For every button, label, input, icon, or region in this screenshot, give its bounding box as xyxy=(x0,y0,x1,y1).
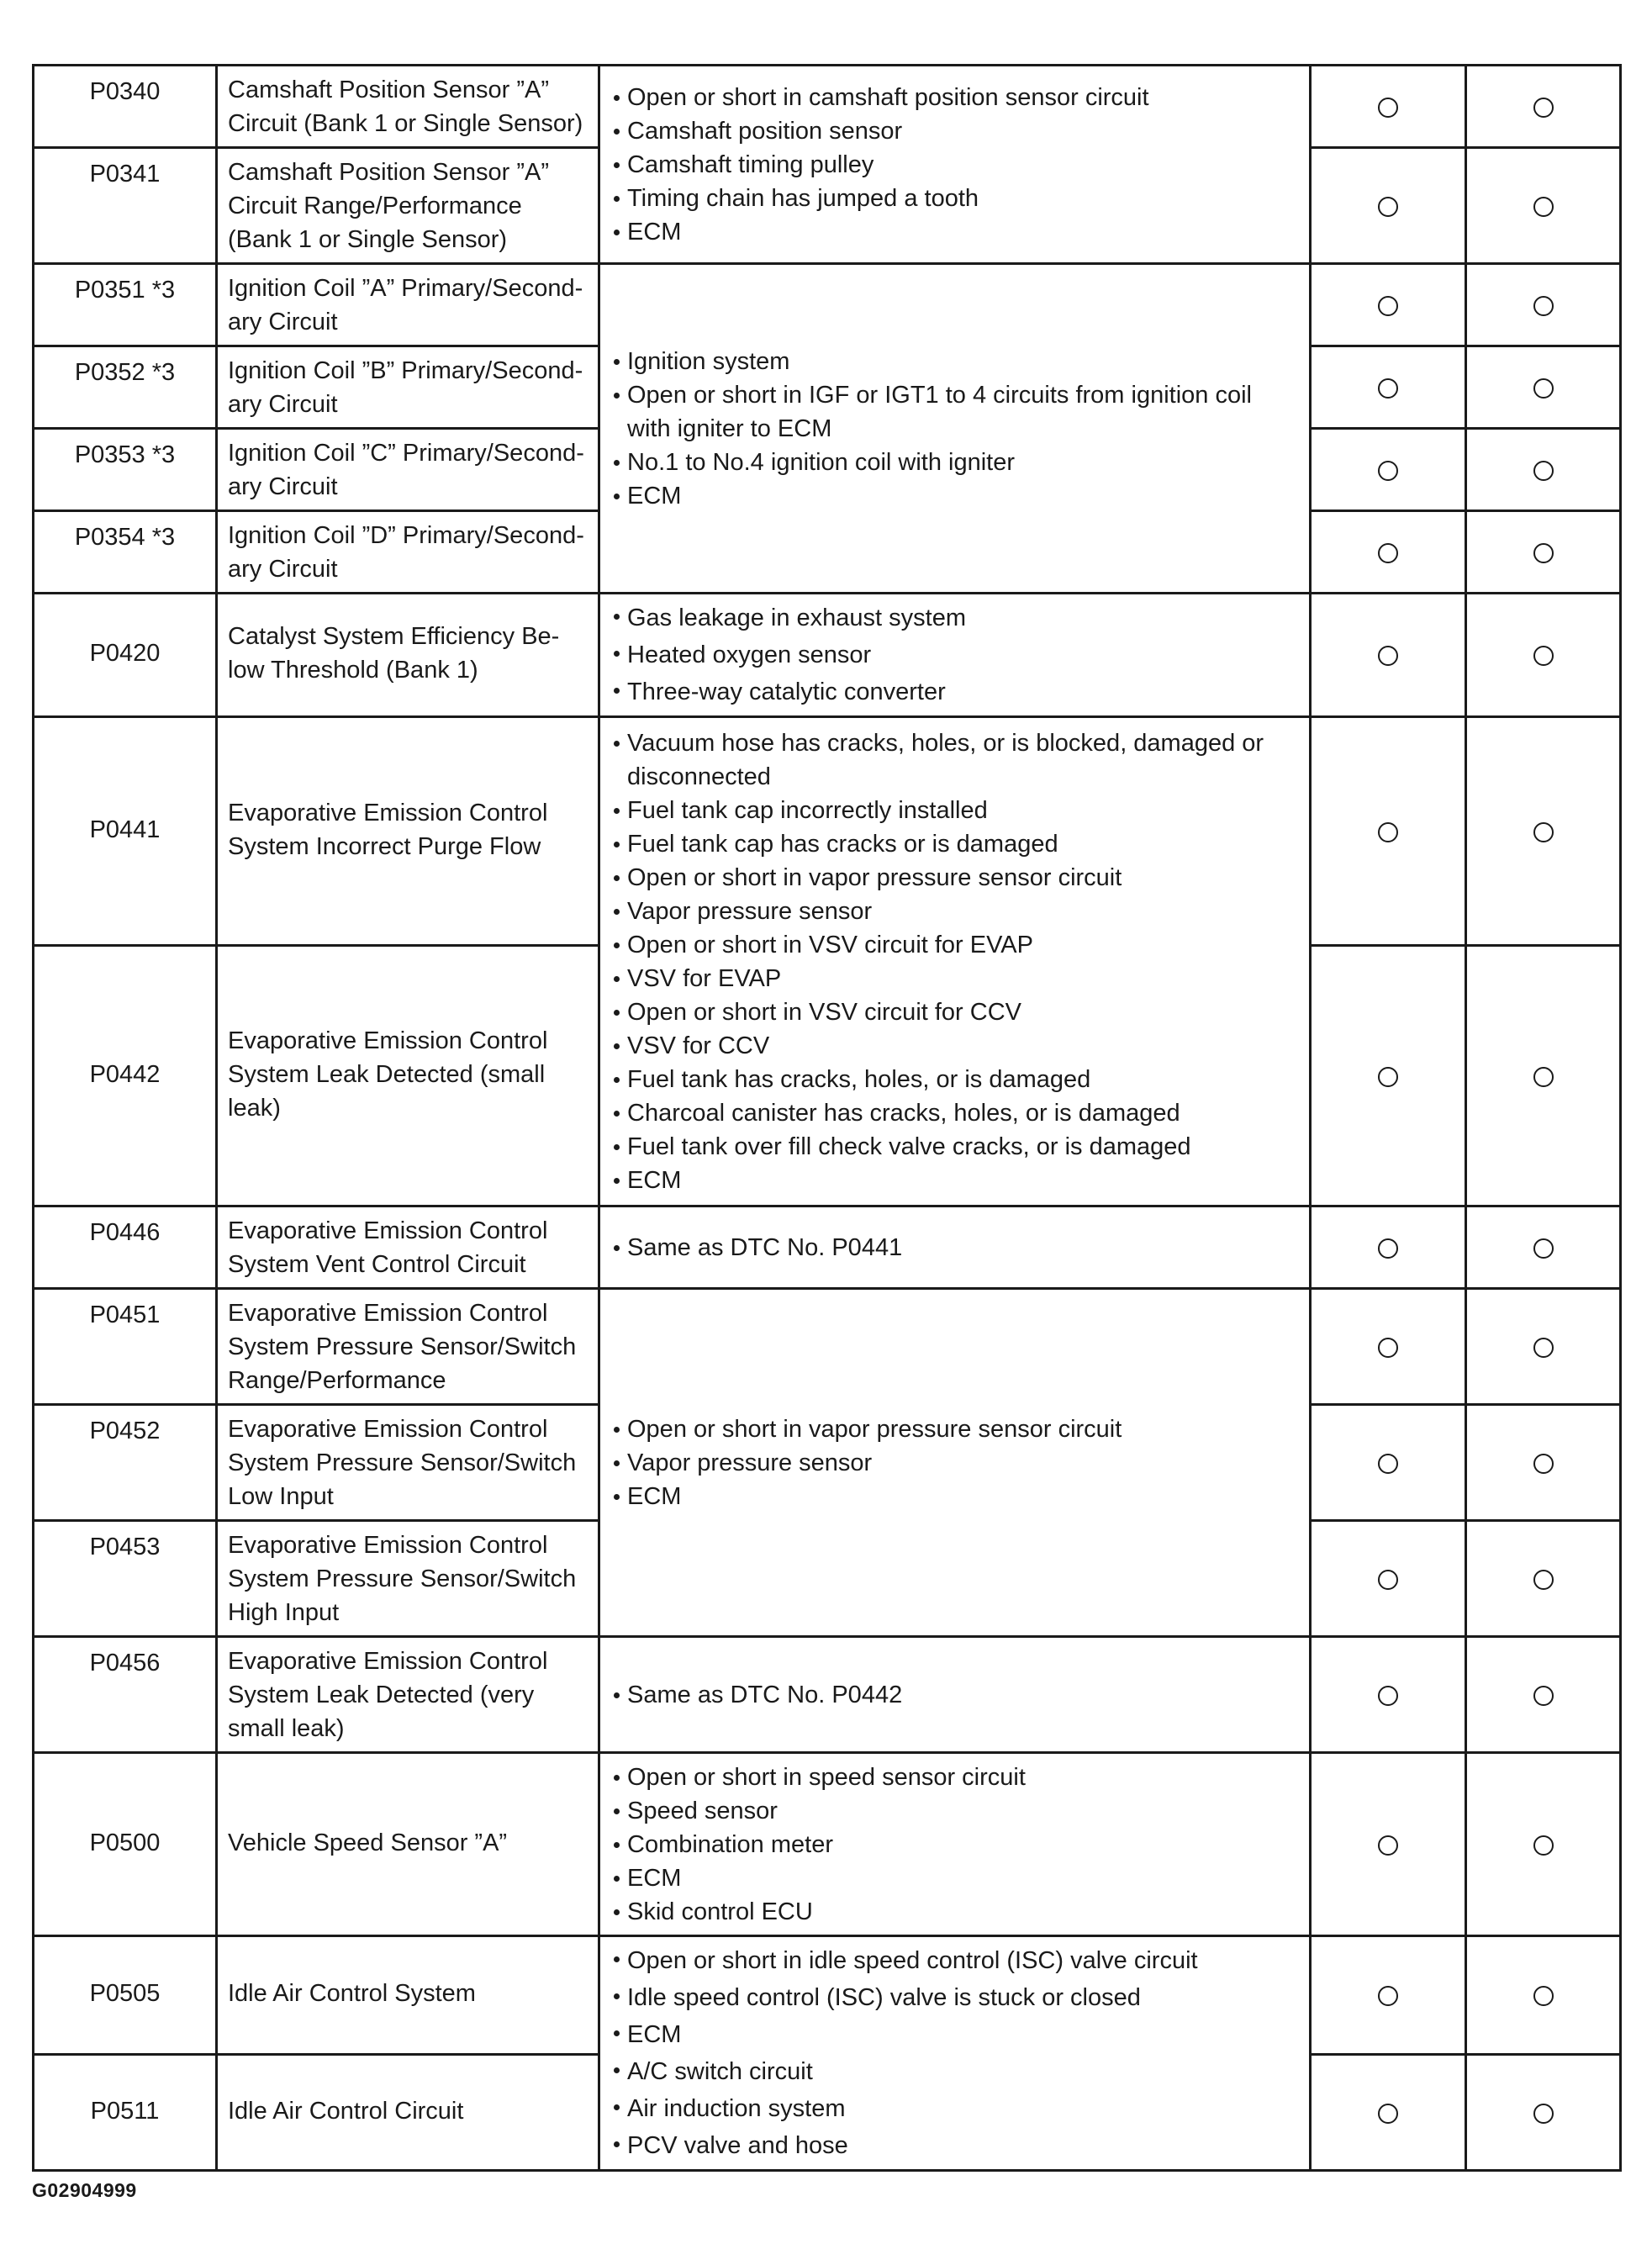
detection-item: Ignition Coil ”C” Primary/Second-ary Circuit xyxy=(217,429,599,511)
trouble-area-item: Vacuum hose has cracks, holes, or is blocked, damaged or disconnected xyxy=(612,726,1299,794)
circle-mark-icon xyxy=(1378,1570,1398,1590)
memory-mark xyxy=(1466,594,1621,717)
dtc-code: P0451 xyxy=(34,1289,217,1405)
circle-mark-icon xyxy=(1378,296,1398,316)
circle-mark-icon xyxy=(1378,1067,1398,1087)
mil-mark xyxy=(1311,1521,1466,1637)
circle-mark-icon xyxy=(1378,98,1398,118)
table-row xyxy=(34,1753,1621,1936)
trouble-area-item: Air induction system xyxy=(612,2090,1299,2127)
circle-mark-icon xyxy=(1378,646,1398,666)
mil-mark xyxy=(1311,1405,1466,1521)
circle-mark-icon xyxy=(1533,296,1554,316)
trouble-area-item: PCV valve and hose xyxy=(612,2127,1299,2164)
trouble-area-list xyxy=(612,599,1299,710)
trouble-area-item: Fuel tank cap incorrectly installed xyxy=(612,794,1299,827)
trouble-area-item: Gas leakage in exhaust system xyxy=(612,599,1299,636)
table-row xyxy=(34,1289,1621,1405)
trouble-area-list xyxy=(612,1678,1299,1712)
dtc-code: P0511 xyxy=(34,2055,217,2171)
detection-item: Evaporative Emission Control System Leak Detected (very small leak) xyxy=(217,1637,599,1753)
dtc-code: P0456 xyxy=(34,1637,217,1753)
trouble-area-item: VSV for EVAP xyxy=(612,962,1299,995)
mil-mark xyxy=(1311,511,1466,594)
dtc-code: P0353 *3 xyxy=(34,429,217,511)
circle-mark-icon xyxy=(1378,1835,1398,1856)
detection-item: Evaporative Emission Control System Pressure Sensor/Switch Low Input xyxy=(217,1405,599,1521)
trouble-area xyxy=(599,717,1311,1206)
table-row xyxy=(34,594,1621,717)
circle-mark-icon xyxy=(1533,1835,1554,1856)
trouble-area-item: Vapor pressure sensor xyxy=(612,1446,1299,1480)
trouble-area-item: ECM xyxy=(612,215,1299,249)
circle-mark-icon xyxy=(1378,378,1398,399)
dtc-code: P0340 xyxy=(34,66,217,148)
mil-mark xyxy=(1311,1206,1466,1289)
circle-mark-icon xyxy=(1378,1338,1398,1358)
memory-mark xyxy=(1466,1405,1621,1521)
circle-mark-icon xyxy=(1533,646,1554,666)
circle-mark-icon xyxy=(1378,1686,1398,1706)
memory-mark xyxy=(1466,1521,1621,1637)
memory-mark xyxy=(1466,1206,1621,1289)
circle-mark-icon xyxy=(1378,1238,1398,1259)
trouble-area-item: Same as DTC No. P0441 xyxy=(612,1231,1299,1264)
mil-mark xyxy=(1311,66,1466,148)
trouble-area-item: Camshaft timing pulley xyxy=(612,148,1299,182)
dtc-code: P0352 *3 xyxy=(34,346,217,429)
detection-item: Evaporative Emission Control System Pressure Sensor/Switch Range/Performance xyxy=(217,1289,599,1405)
trouble-area-list xyxy=(612,1761,1299,1929)
circle-mark-icon xyxy=(1533,1238,1554,1259)
trouble-area-item: Ignition system xyxy=(612,345,1299,378)
mil-mark xyxy=(1311,1753,1466,1936)
trouble-area xyxy=(599,1206,1311,1289)
detection-item: Evaporative Emission Control System Incorrect Purge Flow xyxy=(217,717,599,946)
mil-mark xyxy=(1311,148,1466,264)
dtc-code: P0441 xyxy=(34,717,217,946)
trouble-area-item: No.1 to No.4 ignition coil with igniter xyxy=(612,446,1299,479)
trouble-area-item: Open or short in VSV circuit for CCV xyxy=(612,995,1299,1029)
trouble-area-item: ECM xyxy=(612,1480,1299,1513)
dtc-code: P0446 xyxy=(34,1206,217,1289)
detection-item: Catalyst System Efficiency Be-low Threshold (Bank 1) xyxy=(217,594,599,717)
trouble-area-item: Open or short in camshaft position sensor circuit xyxy=(612,81,1299,114)
trouble-area-item: Open or short in IGF or IGT1 to 4 circuits from ignition coil with igniter to ECM xyxy=(612,378,1299,446)
trouble-area-item: Fuel tank over fill check valve cracks, or is damaged xyxy=(612,1130,1299,1164)
mil-mark xyxy=(1311,594,1466,717)
detection-item: Idle Air Control Circuit xyxy=(217,2055,599,2171)
dtc-table xyxy=(32,64,1622,2172)
circle-mark-icon xyxy=(1533,1986,1554,2006)
trouble-area xyxy=(599,594,1311,717)
trouble-area-list xyxy=(612,81,1299,249)
memory-mark xyxy=(1466,1637,1621,1753)
trouble-area-list xyxy=(612,726,1299,1197)
trouble-area-item: Charcoal canister has cracks, holes, or is damaged xyxy=(612,1096,1299,1130)
dtc-code: P0442 xyxy=(34,946,217,1206)
memory-mark xyxy=(1466,264,1621,346)
table-row xyxy=(34,1936,1621,2055)
circle-mark-icon xyxy=(1533,461,1554,481)
detection-item: Idle Air Control System xyxy=(217,1936,599,2055)
detection-item: Ignition Coil ”D” Primary/Second-ary Circuit xyxy=(217,511,599,594)
mil-mark xyxy=(1311,429,1466,511)
trouble-area xyxy=(599,1289,1311,1637)
detection-item: Evaporative Emission Control System Leak Detected (small leak) xyxy=(217,946,599,1206)
trouble-area xyxy=(599,66,1311,264)
trouble-area-item: Open or short in VSV circuit for EVAP xyxy=(612,928,1299,962)
memory-mark xyxy=(1466,1289,1621,1405)
circle-mark-icon xyxy=(1533,1686,1554,1706)
memory-mark xyxy=(1466,2055,1621,2171)
table-row xyxy=(34,717,1621,946)
dtc-code: P0354 *3 xyxy=(34,511,217,594)
trouble-area xyxy=(599,1637,1311,1753)
trouble-area-item: ECM xyxy=(612,1861,1299,1895)
trouble-area-item: Vapor pressure sensor xyxy=(612,895,1299,928)
dtc-code: P0453 xyxy=(34,1521,217,1637)
mil-mark xyxy=(1311,1289,1466,1405)
trouble-area-list xyxy=(612,345,1299,513)
mil-mark xyxy=(1311,346,1466,429)
circle-mark-icon xyxy=(1378,461,1398,481)
trouble-area xyxy=(599,1936,1311,2171)
mil-mark xyxy=(1311,264,1466,346)
trouble-area-item: ECM xyxy=(612,2016,1299,2053)
trouble-area-item: Camshaft position sensor xyxy=(612,114,1299,148)
figure-id: G02904999 xyxy=(32,2179,137,2201)
trouble-area-item: Fuel tank cap has cracks or is damaged xyxy=(612,827,1299,861)
circle-mark-icon xyxy=(1533,98,1554,118)
table-row xyxy=(34,264,1621,346)
trouble-area-list xyxy=(612,1231,1299,1264)
circle-mark-icon xyxy=(1378,822,1398,842)
circle-mark-icon xyxy=(1533,822,1554,842)
trouble-area-list xyxy=(612,1942,1299,2164)
circle-mark-icon xyxy=(1533,1570,1554,1590)
trouble-area xyxy=(599,264,1311,594)
detection-item: Evaporative Emission Control System Vent Control Circuit xyxy=(217,1206,599,1289)
trouble-area-item: ECM xyxy=(612,1164,1299,1197)
dtc-code: P0341 xyxy=(34,148,217,264)
circle-mark-icon xyxy=(1533,1454,1554,1474)
dtc-code: P0351 *3 xyxy=(34,264,217,346)
detection-item: Ignition Coil ”A” Primary/Second-ary Circuit xyxy=(217,264,599,346)
circle-mark-icon xyxy=(1378,2104,1398,2124)
circle-mark-icon xyxy=(1533,1067,1554,1087)
circle-mark-icon xyxy=(1378,1454,1398,1474)
trouble-area-item: Timing chain has jumped a tooth xyxy=(612,182,1299,215)
trouble-area-item: Open or short in speed sensor circuit xyxy=(612,1761,1299,1794)
trouble-area-item: Open or short in vapor pressure sensor circuit xyxy=(612,861,1299,895)
trouble-area-item: Speed sensor xyxy=(612,1794,1299,1828)
detection-item: Evaporative Emission Control System Pressure Sensor/Switch High Input xyxy=(217,1521,599,1637)
mil-mark xyxy=(1311,946,1466,1206)
detection-item: Ignition Coil ”B” Primary/Second-ary Circuit xyxy=(217,346,599,429)
trouble-area-item: ECM xyxy=(612,479,1299,513)
table-row xyxy=(34,1206,1621,1289)
detection-item: Vehicle Speed Sensor ”A” xyxy=(217,1753,599,1936)
memory-mark xyxy=(1466,346,1621,429)
trouble-area-item: Heated oxygen sensor xyxy=(612,636,1299,673)
mil-mark xyxy=(1311,1637,1466,1753)
circle-mark-icon xyxy=(1378,197,1398,217)
circle-mark-icon xyxy=(1378,1986,1398,2006)
trouble-area-item: VSV for CCV xyxy=(612,1029,1299,1063)
memory-mark xyxy=(1466,1753,1621,1936)
memory-mark xyxy=(1466,946,1621,1206)
dtc-code: P0420 xyxy=(34,594,217,717)
circle-mark-icon xyxy=(1533,2104,1554,2124)
memory-mark xyxy=(1466,148,1621,264)
memory-mark xyxy=(1466,511,1621,594)
dtc-code: P0505 xyxy=(34,1936,217,2055)
table-row xyxy=(34,1637,1621,1753)
trouble-area-item: Three-way catalytic converter xyxy=(612,673,1299,710)
circle-mark-icon xyxy=(1533,378,1554,399)
trouble-area-item: A/C switch circuit xyxy=(612,2053,1299,2090)
detection-item: Camshaft Position Sensor ”A” Circuit Range/Performance (Bank 1 or Single Sensor) xyxy=(217,148,599,264)
circle-mark-icon xyxy=(1533,543,1554,563)
circle-mark-icon xyxy=(1378,543,1398,563)
memory-mark xyxy=(1466,429,1621,511)
mil-mark xyxy=(1311,1936,1466,2055)
dtc-code: P0500 xyxy=(34,1753,217,1936)
memory-mark xyxy=(1466,66,1621,148)
trouble-area-item: Idle speed control (ISC) valve is stuck or closed xyxy=(612,1979,1299,2016)
memory-mark xyxy=(1466,717,1621,946)
memory-mark xyxy=(1466,1936,1621,2055)
detection-item: Camshaft Position Sensor ”A” Circuit (Bank 1 or Single Sensor) xyxy=(217,66,599,148)
trouble-area-item: Fuel tank has cracks, holes, or is damaged xyxy=(612,1063,1299,1096)
trouble-area-item: Combination meter xyxy=(612,1828,1299,1861)
trouble-area-list xyxy=(612,1412,1299,1513)
trouble-area-item: Same as DTC No. P0442 xyxy=(612,1678,1299,1712)
trouble-area xyxy=(599,1753,1311,1936)
table-row xyxy=(34,66,1621,148)
dtc-code: P0452 xyxy=(34,1405,217,1521)
trouble-area-item: Open or short in vapor pressure sensor circuit xyxy=(612,1412,1299,1446)
trouble-area-item: Skid control ECU xyxy=(612,1895,1299,1929)
trouble-area-item: Open or short in idle speed control (ISC) valve circuit xyxy=(612,1942,1299,1979)
mil-mark xyxy=(1311,2055,1466,2171)
mil-mark xyxy=(1311,717,1466,946)
circle-mark-icon xyxy=(1533,197,1554,217)
circle-mark-icon xyxy=(1533,1338,1554,1358)
